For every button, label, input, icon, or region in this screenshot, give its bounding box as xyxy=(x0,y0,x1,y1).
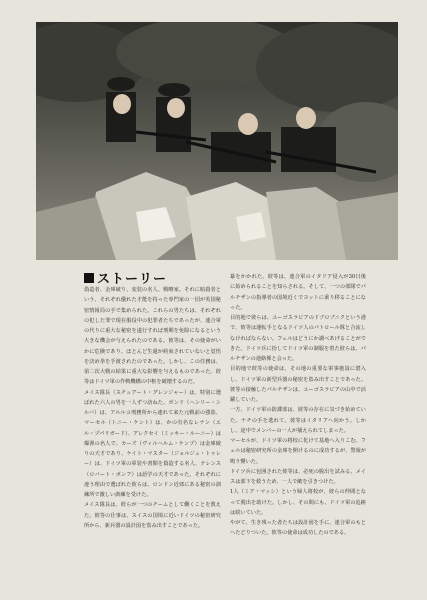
square-bullet-icon xyxy=(84,273,94,283)
film-still-soldiers-icon xyxy=(36,22,398,260)
story-paragraph: 偽造者、金庫破り、変装の名人、戦略家。それに暗殺者という、それぞれ優れた才能を持った専門家の一団が英国秘密情報局の手で集められた。これらの男たちは、それぞれの犯した罪で現在服役中の犯罪者たちであったが、連合軍の代りに重大な秘密を遂行すれば刑期を免除になるという大きな機会が与えられたのである。彼等は、その使命がいかに危険であり、ほとんど生還が約束されていないと覚悟を決め拳を手渡されたのであった。しかし、この任務は、第二次大戦の結果に重大な影響を与えるものであった。彼等はドイツ軍の作戦機構の中枢を破壊するのだ。 xyxy=(84,287,221,386)
story-paragraph: 1人（ミア・マッシ）という婦人将校が、彼らの仲間となって脱出を助けた。しかし、その間にも、ドイツ軍の追跡は続いていた。 xyxy=(230,489,366,516)
story-paragraph: メイス隊長は、彼らが一つのチームとして働くことを教えた。彼等の仕事は、スイスの国境に近いドイツの秘密研究所から、新兵器の設計図を盗み出すことであった。 xyxy=(84,502,221,529)
story-heading-text: ストーリー xyxy=(97,272,168,287)
story-paragraph: マーセルが、ドイツ軍の将校に化けて基地へ入りこむ。フェルは秘密研究所の金庫を開けるのに成功するが、警報が鳴り響いた。 xyxy=(230,438,366,465)
story-paragraph: 一方、ドイツ軍の防諜部は、彼等の存在に気づき始めていた。ナチの手を逃れて、彼等はイタリアへ向かう。しかし、途中でメンバーの一人が捕えられてしまった。 xyxy=(230,407,366,434)
story-column-right xyxy=(230,272,366,572)
story-column-left xyxy=(84,285,221,585)
story-paragraph: メイス隊長（スチュアート・グレンジャー）は、特別に選ばれた六人の男を一人ずつ訪ねた。ボンド（ヘンリー・シルバ）は、アルルコ刑務所から連れて来た元戦前の強盗、マーセル（トニー・ケント）は、かの有名なレナン（エル・プパリガード）、アレクセイ（ミッキー・ルーニー）は爆弾の名人で、カーズ（ヴィルヘルム・ケンプ）は金庫破りの天才であり、ケイト・マスター（ジョルジュ・トゥレー）は、ドイツ軍の軍装や書類を偽造する名人、テレンス（ロバート・ボンフ）は語学の天才であった。それぞれに違う理由で選ばれた彼らは、ロンドン近郊にある秘密の訓練所で激しい訓練を受けた。 xyxy=(84,389,221,498)
story-paragraph: ドイツ兵に包囲された彼等は、必死の脱出を試みる。メイスは部下を救うため、一人で敵を引きつけた。 xyxy=(230,468,366,485)
film-still-photo xyxy=(36,22,398,260)
story-paragraph: 暴をかかれた。彼等は、連合軍のイタリア侵入が30日後に始められることを知らされる。そして、一つの部隊でパルチザンの指導者の国境近くでヨットに乗り移ることになった。 xyxy=(230,274,366,311)
story-paragraph: 目的地で彼等の使命は、その地の重要な軍事施設に潜入し、ドイツ軍の新型兵器の秘密を盗み出すことであった。彼等の接触したパルチザンは、ユーゴスラビアの山中で活躍していた。 xyxy=(230,366,366,403)
story-paragraph: やがて、生き残った者たちは設計図を手に、連合軍のもとへたどりついた。彼等の使命は成功したのである。 xyxy=(230,520,366,537)
story-paragraph: 目的地で彼らは、ユーゴスラビアのドブロブニクという港で、彼等は運転手となるドイツ人のパトロール隊と合流しなければならない。フェルはどうにか調べあげることができた。ドイツ兵に扮してドイツ軍の制服を着た彼らは、パルチザンの連絡係と会った。 xyxy=(230,315,366,362)
